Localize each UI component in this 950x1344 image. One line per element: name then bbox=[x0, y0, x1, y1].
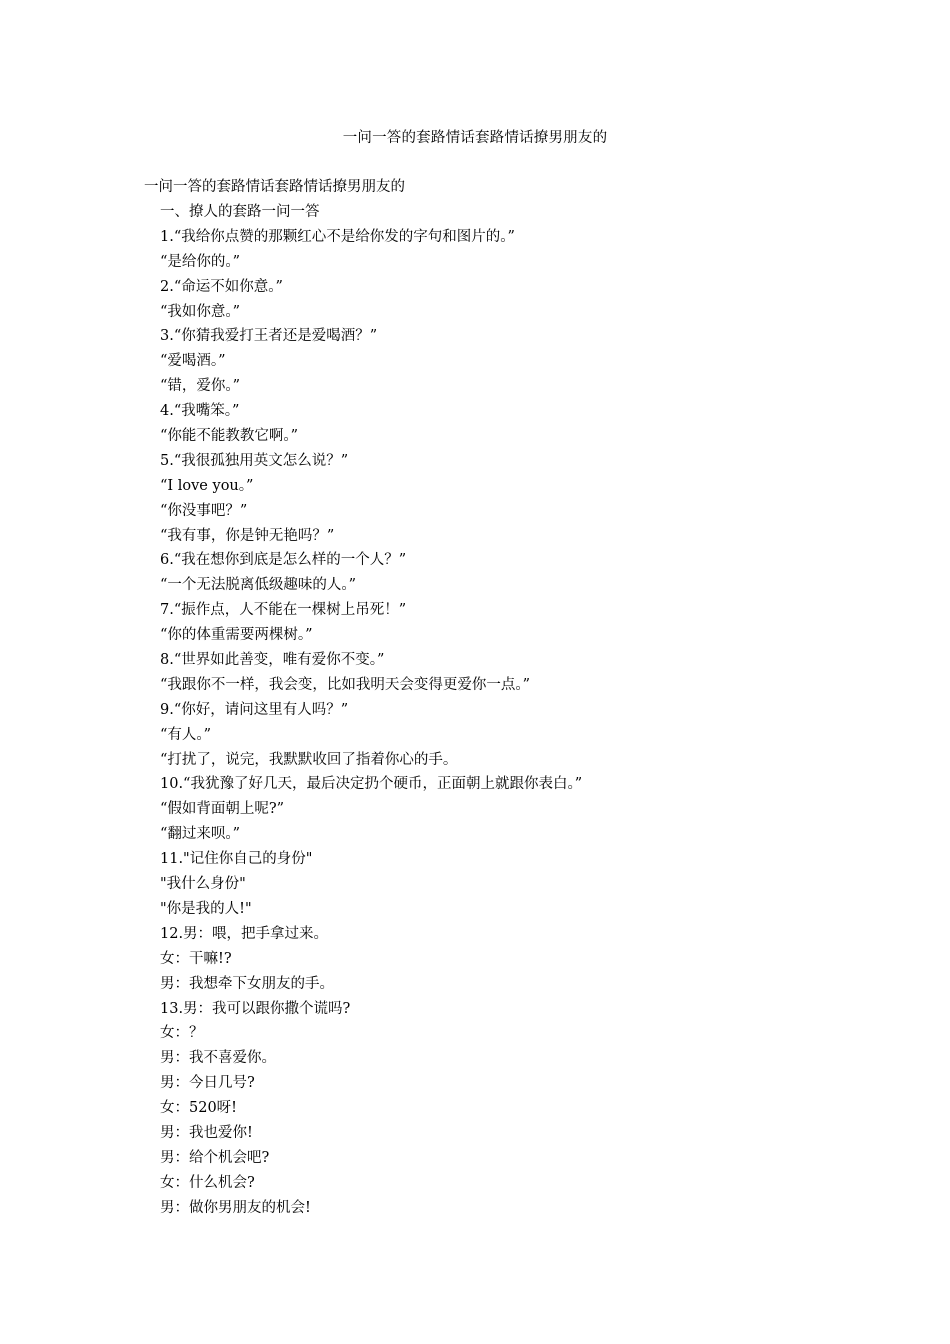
text-line: “错，爱你。” bbox=[160, 378, 241, 395]
text-line: 女：干嘛!? bbox=[160, 950, 232, 967]
text-line: 12.男：喂，把手拿过来。 bbox=[160, 925, 329, 942]
text-line: 女：520呀! bbox=[160, 1100, 238, 1117]
text-line: 9.“你好，请问这里有人吗？” bbox=[160, 701, 349, 718]
text-line: 4.“我嘴笨。” bbox=[160, 403, 240, 420]
text-line: “是给你的。” bbox=[160, 253, 241, 270]
document-body bbox=[160, 202, 860, 1223]
text-line: 8.“世界如此善变，唯有爱你不变。” bbox=[160, 652, 385, 669]
text-line: 男：我不喜爱你。 bbox=[160, 1050, 276, 1067]
text-line: “I love you。” bbox=[160, 477, 254, 494]
text-line: "你是我的人!" bbox=[160, 900, 252, 917]
text-line: 11."记住你自己的身份" bbox=[160, 851, 313, 868]
text-line: 男：今日几号? bbox=[160, 1075, 255, 1092]
text-line: 女：什么机会? bbox=[160, 1174, 255, 1191]
text-line: 男：做你男朋友的机会! bbox=[160, 1199, 311, 1216]
text-line: “你没事吧？” bbox=[160, 502, 248, 519]
text-line: 13.男：我可以跟你撒个谎吗? bbox=[160, 1000, 351, 1017]
text-line: 6.“我在想你到底是怎么样的一个人？” bbox=[160, 552, 407, 569]
text-line: 2.“命运不如你意。” bbox=[160, 278, 283, 295]
text-line: “有人。” bbox=[160, 726, 212, 743]
text-line: 一、撩人的套路一问一答 bbox=[160, 204, 320, 220]
text-line: “我跟你不一样，我会变，比如我明天会变得更爱你一点。” bbox=[160, 676, 531, 693]
document-title: 一问一答的套路情话套路情话撩男朋友的 bbox=[342, 130, 608, 146]
text-line: "我什么身份" bbox=[160, 876, 246, 893]
text-line: 3.“你猜我爱打王者还是爱喝酒？” bbox=[160, 328, 378, 345]
text-line: “我如你意。” bbox=[160, 303, 241, 320]
text-line: 男：给个机会吧? bbox=[160, 1149, 270, 1166]
text-line: 5.“我很孤独用英文怎么说？” bbox=[160, 452, 349, 469]
text-line: 7.“振作点，人不能在一棵树上吊死！” bbox=[160, 602, 407, 619]
text-line: 男：我也爱你! bbox=[160, 1124, 253, 1141]
text-line: “翻过来呗。” bbox=[160, 826, 241, 843]
text-line: “你的体重需要两棵树。” bbox=[160, 627, 313, 644]
text-line: 男：我想牵下女朋友的手。 bbox=[160, 975, 334, 992]
text-line: “打扰了，说完，我默默收回了指着你心的手。 bbox=[160, 751, 458, 768]
document-heading: 一问一答的套路情话套路情话撩男朋友的 bbox=[144, 179, 405, 195]
text-line: 10.“我犹豫了好几天，最后决定扔个硬币，正面朝上就跟你表白。” bbox=[160, 776, 583, 793]
text-line: “假如背面朝上呢?” bbox=[160, 801, 285, 818]
text-line: “一个无法脱离低级趣味的人。” bbox=[160, 577, 357, 594]
text-line: “你能不能教教它啊。” bbox=[160, 428, 299, 445]
text-line: “爱喝酒。” bbox=[160, 353, 226, 370]
text-line: 1.“我给你点赞的那颗红心不是给你发的字句和图片的。” bbox=[160, 228, 515, 245]
text-line: “我有事，你是钟无艳吗？” bbox=[160, 527, 335, 544]
text-line: 女：？ bbox=[160, 1025, 204, 1042]
